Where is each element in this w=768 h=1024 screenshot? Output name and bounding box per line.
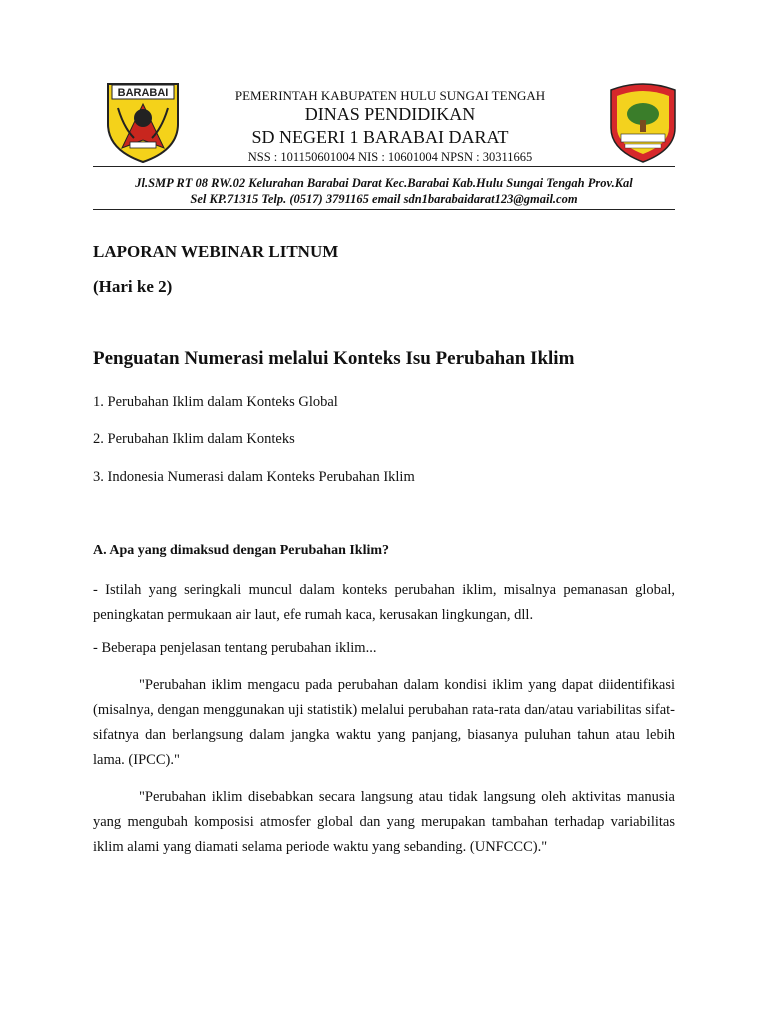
department-name: DINAS PENDIDIKAN xyxy=(304,104,476,124)
svg-text:BARABAI: BARABAI xyxy=(117,87,169,99)
quote-ipcc: "Perubahan iklim mengacu pada perubahan dalam kondisi iklim yang dapat diidentifikasi (misalnya, dengan menggunakan uji statistik) melalui perubahan rata-rata dan/atau variabilitas sifat-sifatnya dan berlangsung dalam jangka waktu yang panjang, biasanya puluhan tahun atau lebih lama. (IPCC)." xyxy=(93,677,675,768)
barabai-shield-logo-icon xyxy=(104,78,182,164)
quote-unfccc: "Perubahan iklim disebabkan secara langsung atau tidak langsung oleh aktivitas manusia yang mengubah komposisi atmosfer global dan yang merupakan tambahan terhadap variabilitas iklim alami yang diamati selama periode waktu yang sebanding. (UNFCCC)." xyxy=(93,789,675,855)
report-day: (Hari ke 2) xyxy=(93,277,173,296)
list-item: 1. Perubahan Iklim dalam Konteks Global xyxy=(93,394,338,410)
section-a-heading: A. Apa yang dimaksud dengan Perubahan Iklim? xyxy=(93,543,390,558)
paragraph-terms: - Istilah yang seringkali muncul dalam konteks perubahan iklim, misalnya pemanasan global, peningkatan permukaan air laut, efe rumah kaca, kerusakan lingkungan, dll. xyxy=(93,582,675,623)
government-name: PEMERINTAH KABUPATEN HULU SUNGAI TENGAH xyxy=(234,88,546,103)
list-item: 2. Perubahan Iklim dalam Konteks xyxy=(93,431,295,447)
school-name: SD NEGERI 1 BARABAI DARAT xyxy=(251,127,509,147)
header-divider-bottom xyxy=(93,209,675,210)
header-divider-top xyxy=(93,166,675,167)
address-line-2: Sel KP.71315 Telp. (0517) 3791165 email sdn1barabaidarat123@gmail.com xyxy=(190,192,578,206)
paragraph-explanations: - Beberapa penjelasan tentang perubahan iklim... xyxy=(93,640,377,656)
list-item: 3. Indonesia Numerasi dalam Konteks Perubahan Iklim xyxy=(93,469,415,485)
report-topic: Penguatan Numerasi melalui Konteks Isu Perubahan Iklim xyxy=(93,348,575,369)
school-ids: NSS : 101150601004 NIS : 10601004 NPSN : 30311665 xyxy=(247,150,533,164)
report-title: LAPORAN WEBINAR LITNUM xyxy=(93,242,339,261)
school-crest-logo-icon xyxy=(607,80,679,164)
address-line-1: Jl.SMP RT 08 RW.02 Kelurahan Barabai Darat Kec.Barabai Kab.Hulu Sungai Tengah Prov.Kal xyxy=(135,176,633,190)
